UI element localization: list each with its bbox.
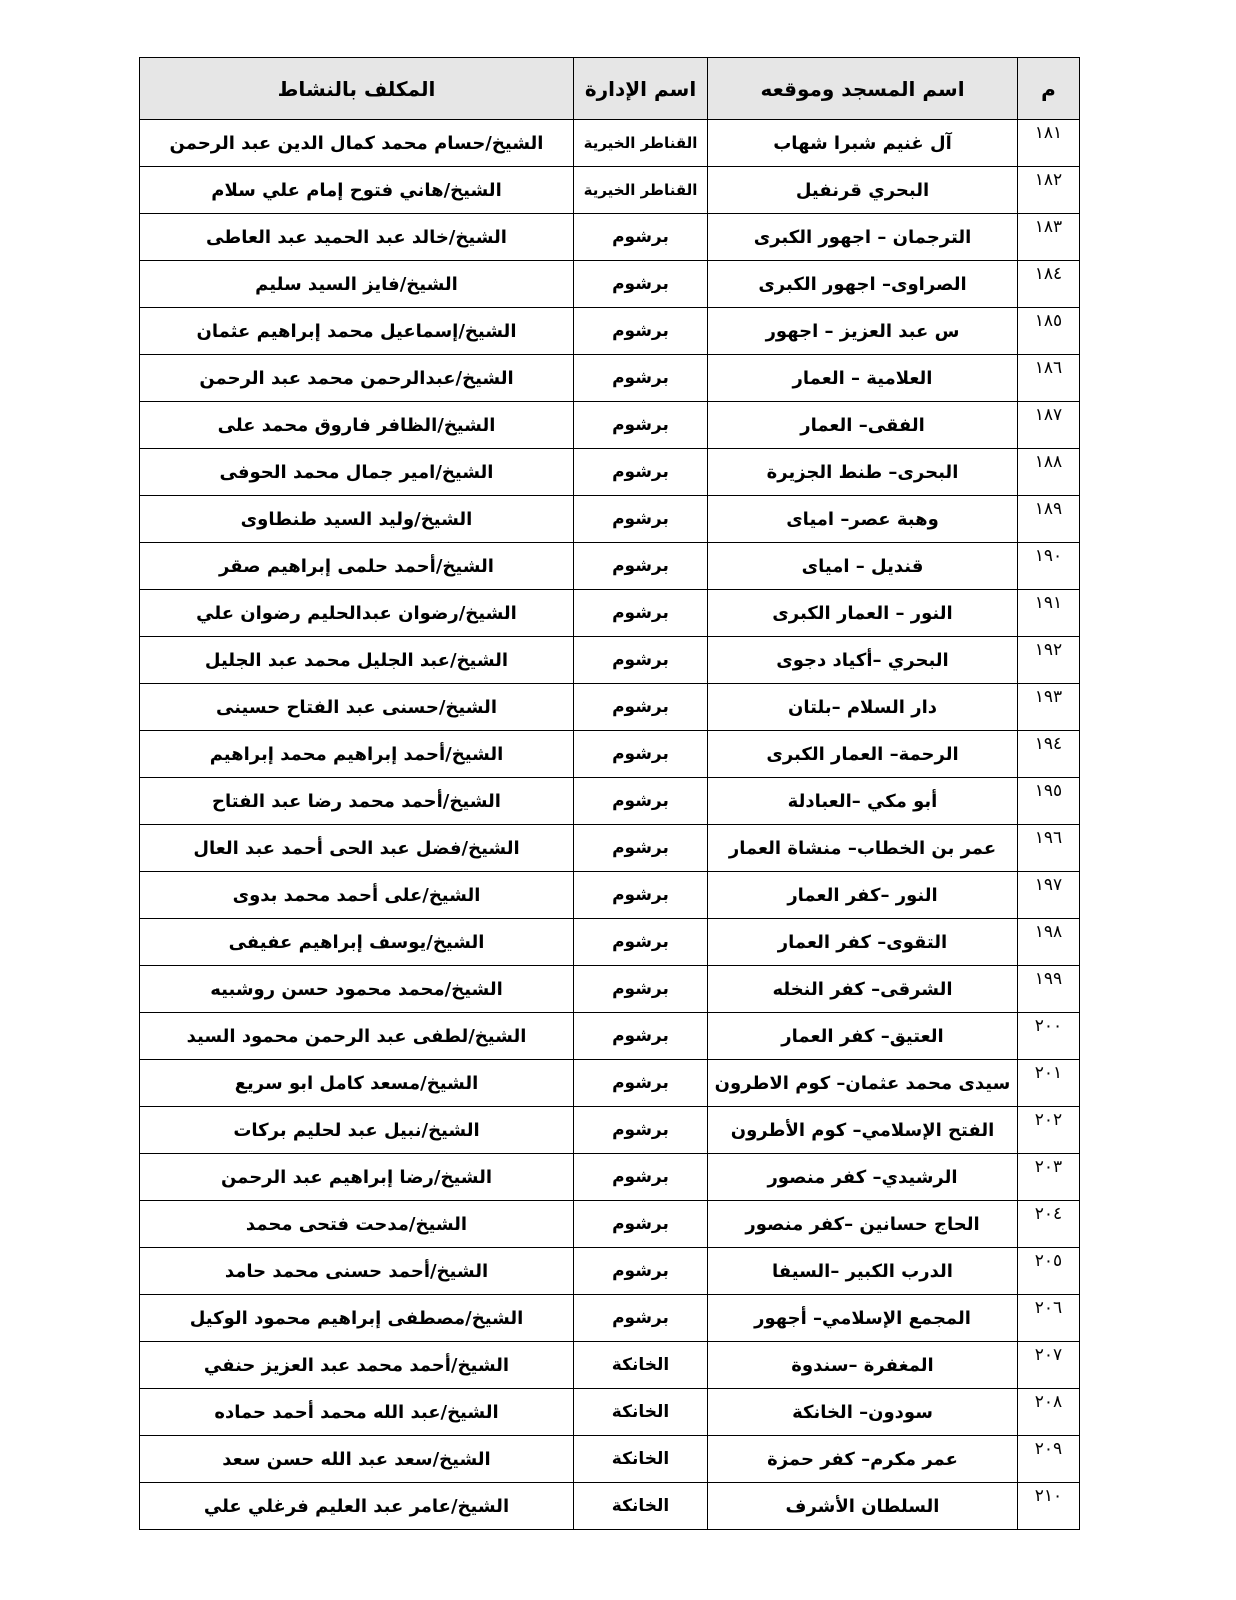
assigned-person-cell: الشيخ/هاني فتوح إمام علي سلام	[140, 167, 574, 214]
mosque-name-cell: الفقى– العمار	[708, 402, 1018, 449]
table-row	[140, 1483, 1080, 1530]
row-number: ١٨٣	[1018, 214, 1080, 261]
mosque-name-cell: النور –كفر العمار	[708, 872, 1018, 919]
table-row	[140, 919, 1080, 966]
table-row	[140, 1295, 1080, 1342]
assigned-person-cell: الشيخ/يوسف إبراهيم عفيفى	[140, 919, 574, 966]
header-mosque: اسم المسجد وموقعه	[708, 58, 1018, 120]
administration-cell: برشوم	[574, 543, 708, 590]
administration-cell: برشوم	[574, 1060, 708, 1107]
header-person: المكلف بالنشاط	[140, 58, 574, 120]
assigned-person-cell: الشيخ/سعد عبد الله حسن سعد	[140, 1436, 574, 1483]
row-number: ٢٠٩	[1018, 1436, 1080, 1483]
assigned-person-cell: الشيخ/أحمد حلمى إبراهيم صقر	[140, 543, 574, 590]
table-row	[140, 543, 1080, 590]
administration-cell: برشوم	[574, 1201, 708, 1248]
administration-cell: الخانكة	[574, 1389, 708, 1436]
mosque-name-cell: المجمع الإسلامي– أجهور	[708, 1295, 1018, 1342]
row-number: ١٨١	[1018, 120, 1080, 167]
administration-cell: برشوم	[574, 1107, 708, 1154]
table-row	[140, 1060, 1080, 1107]
administration-cell: الخانكة	[574, 1483, 708, 1530]
table-row	[140, 1154, 1080, 1201]
row-number: ٢٠٨	[1018, 1389, 1080, 1436]
row-number: ٢٠٥	[1018, 1248, 1080, 1295]
assigned-person-cell: الشيخ/حسنى عبد الفتاح حسينى	[140, 684, 574, 731]
mosque-name-cell: التقوى– كفر العمار	[708, 919, 1018, 966]
row-number: ١٨٩	[1018, 496, 1080, 543]
row-number: ١٩٦	[1018, 825, 1080, 872]
assigned-person-cell: الشيخ/نبيل عبد لحليم بركات	[140, 1107, 574, 1154]
table-row	[140, 449, 1080, 496]
assigned-person-cell: الشيخ/رضوان عبدالحليم رضوان علي	[140, 590, 574, 637]
assigned-person-cell: الشيخ/عبد الجليل محمد عبد الجليل	[140, 637, 574, 684]
row-number: ١٨٥	[1018, 308, 1080, 355]
administration-cell: الخانكة	[574, 1342, 708, 1389]
administration-cell: برشوم	[574, 1013, 708, 1060]
administration-cell: برشوم	[574, 825, 708, 872]
table-row	[140, 778, 1080, 825]
administration-cell: برشوم	[574, 778, 708, 825]
row-number: ٢٠٦	[1018, 1295, 1080, 1342]
administration-cell: برشوم	[574, 731, 708, 778]
administration-cell: برشوم	[574, 966, 708, 1013]
row-number: ١٩٠	[1018, 543, 1080, 590]
mosque-name-cell: سودون– الخانكة	[708, 1389, 1018, 1436]
mosque-name-cell: الفتح الإسلامي– كوم الأطرون	[708, 1107, 1018, 1154]
assigned-person-cell: الشيخ/أحمد إبراهيم محمد إبراهيم	[140, 731, 574, 778]
mosque-name-cell: عمر مكرم– كفر حمزة	[708, 1436, 1018, 1483]
administration-cell: برشوم	[574, 872, 708, 919]
table-row	[140, 731, 1080, 778]
row-number: ١٩٣	[1018, 684, 1080, 731]
assigned-person-cell: الشيخ/امير جمال محمد الحوفى	[140, 449, 574, 496]
table-row	[140, 1248, 1080, 1295]
row-number: ١٩٥	[1018, 778, 1080, 825]
administration-cell: برشوم	[574, 214, 708, 261]
administration-cell: برشوم	[574, 637, 708, 684]
mosque-name-cell: وهبة عصر– امياى	[708, 496, 1018, 543]
mosque-name-cell: دار السلام –بلتان	[708, 684, 1018, 731]
assigned-person-cell: الشيخ/حسام محمد كمال الدين عبد الرحمن	[140, 120, 574, 167]
mosque-name-cell: البحري قرنفيل	[708, 167, 1018, 214]
assigned-person-cell: الشيخ/فضل عبد الحى أحمد عبد العال	[140, 825, 574, 872]
table-row	[140, 167, 1080, 214]
table-row	[140, 261, 1080, 308]
table-row	[140, 1436, 1080, 1483]
mosque-name-cell: الدرب الكبير –السيفا	[708, 1248, 1018, 1295]
row-number: ٢٠٢	[1018, 1107, 1080, 1154]
mosque-name-cell: آل غنيم شبرا شهاب	[708, 120, 1018, 167]
administration-cell: برشوم	[574, 402, 708, 449]
administration-cell: الخانكة	[574, 1436, 708, 1483]
assigned-person-cell: الشيخ/عبدالرحمن محمد عبد الرحمن	[140, 355, 574, 402]
mosque-name-cell: الصراوى– اجهور الكبرى	[708, 261, 1018, 308]
mosque-name-cell: الترجمان – اجهور الكبرى	[708, 214, 1018, 261]
table-row	[140, 355, 1080, 402]
table-row	[140, 1342, 1080, 1389]
mosque-name-cell: عمر بن الخطاب– منشاة العمار	[708, 825, 1018, 872]
table-row	[140, 308, 1080, 355]
assigned-person-cell: الشيخ/رضا إبراهيم عبد الرحمن	[140, 1154, 574, 1201]
row-number: ٢٠١	[1018, 1060, 1080, 1107]
mosque-name-cell: الرشيدي– كفر منصور	[708, 1154, 1018, 1201]
assigned-person-cell: الشيخ/على أحمد محمد بدوى	[140, 872, 574, 919]
row-number: ٢٠٣	[1018, 1154, 1080, 1201]
mosque-name-cell: الحاج حسانين –كفر منصور	[708, 1201, 1018, 1248]
table-row	[140, 1389, 1080, 1436]
mosque-name-cell: النور – العمار الكبرى	[708, 590, 1018, 637]
table-row	[140, 214, 1080, 261]
row-number: ١٩٢	[1018, 637, 1080, 684]
assigned-person-cell: الشيخ/مدحت فتحى محمد	[140, 1201, 574, 1248]
assigned-person-cell: الشيخ/مصطفى إبراهيم محمود الوكيل	[140, 1295, 574, 1342]
row-number: ١٨٨	[1018, 449, 1080, 496]
table-row	[140, 825, 1080, 872]
table-row	[140, 1201, 1080, 1248]
table-row	[140, 1107, 1080, 1154]
administration-cell: برشوم	[574, 355, 708, 402]
administration-cell: برشوم	[574, 261, 708, 308]
mosque-name-cell: البحرى– طنط الجزيرة	[708, 449, 1018, 496]
table-body	[140, 120, 1080, 1530]
administration-cell: برشوم	[574, 1248, 708, 1295]
header-row	[140, 58, 1080, 120]
mosque-name-cell: أبو مكي –العبادلة	[708, 778, 1018, 825]
administration-cell: برشوم	[574, 449, 708, 496]
table-row	[140, 590, 1080, 637]
header-num: م	[1018, 58, 1080, 120]
row-number: ١٩٩	[1018, 966, 1080, 1013]
mosque-name-cell: العلامية – العمار	[708, 355, 1018, 402]
administration-cell: برشوم	[574, 1295, 708, 1342]
table-row	[140, 120, 1080, 167]
assigned-person-cell: الشيخ/فايز السيد سليم	[140, 261, 574, 308]
row-number: ٢٠٧	[1018, 1342, 1080, 1389]
assigned-person-cell: الشيخ/الظافر فاروق محمد على	[140, 402, 574, 449]
assigned-person-cell: الشيخ/عامر عبد العليم فرغلي علي	[140, 1483, 574, 1530]
table-row	[140, 496, 1080, 543]
header-admin: اسم الإدارة	[574, 58, 708, 120]
mosque-name-cell: البحري –أكياد دجوى	[708, 637, 1018, 684]
row-number: ٢٠٠	[1018, 1013, 1080, 1060]
row-number: ٢٠٤	[1018, 1201, 1080, 1248]
mosque-name-cell: السلطان الأشرف	[708, 1483, 1018, 1530]
table-row	[140, 966, 1080, 1013]
administration-cell: برشوم	[574, 919, 708, 966]
row-number: ١٩١	[1018, 590, 1080, 637]
table-row	[140, 1013, 1080, 1060]
table-row	[140, 637, 1080, 684]
administration-cell: القناطر الخيرية	[574, 167, 708, 214]
assigned-person-cell: الشيخ/مسعد كامل ابو سريع	[140, 1060, 574, 1107]
mosque-name-cell: الرحمة– العمار الكبرى	[708, 731, 1018, 778]
row-number: ١٨٤	[1018, 261, 1080, 308]
assigned-person-cell: الشيخ/خالد عبد الحميد عبد العاطى	[140, 214, 574, 261]
table-row	[140, 402, 1080, 449]
mosque-name-cell: الشرقى– كفر النخله	[708, 966, 1018, 1013]
assigned-person-cell: الشيخ/محمد محمود حسن روشبيه	[140, 966, 574, 1013]
assigned-person-cell: الشيخ/لطفى عبد الرحمن محمود السيد	[140, 1013, 574, 1060]
table-row	[140, 684, 1080, 731]
administration-cell: برشوم	[574, 308, 708, 355]
row-number: ٢١٠	[1018, 1483, 1080, 1530]
assigned-person-cell: الشيخ/إسماعيل محمد إبراهيم عثمان	[140, 308, 574, 355]
mosque-name-cell: قنديل – امياى	[708, 543, 1018, 590]
assigned-person-cell: الشيخ/وليد السيد طنطاوى	[140, 496, 574, 543]
assigned-person-cell: الشيخ/عبد الله محمد أحمد حماده	[140, 1389, 574, 1436]
administration-cell: القناطر الخيرية	[574, 120, 708, 167]
mosques-table	[139, 57, 1080, 1530]
row-number: ١٩٤	[1018, 731, 1080, 778]
administration-cell: برشوم	[574, 1154, 708, 1201]
assigned-person-cell: الشيخ/أحمد حسنى محمد حامد	[140, 1248, 574, 1295]
mosque-name-cell: العتيق– كفر العمار	[708, 1013, 1018, 1060]
mosque-name-cell: سيدى محمد عثمان– كوم الاطرون	[708, 1060, 1018, 1107]
row-number: ١٨٢	[1018, 167, 1080, 214]
row-number: ١٩٧	[1018, 872, 1080, 919]
administration-cell: برشوم	[574, 496, 708, 543]
administration-cell: برشوم	[574, 684, 708, 731]
mosque-name-cell: س عبد العزيز – اجهور	[708, 308, 1018, 355]
assigned-person-cell: الشيخ/أحمد محمد عبد العزيز حنفي	[140, 1342, 574, 1389]
table-row	[140, 872, 1080, 919]
assigned-person-cell: الشيخ/أحمد محمد رضا عبد الفتاح	[140, 778, 574, 825]
row-number: ١٩٨	[1018, 919, 1080, 966]
row-number: ١٨٦	[1018, 355, 1080, 402]
row-number: ١٨٧	[1018, 402, 1080, 449]
administration-cell: برشوم	[574, 590, 708, 637]
table-header	[140, 58, 1080, 120]
mosque-name-cell: المغفرة –سندوة	[708, 1342, 1018, 1389]
